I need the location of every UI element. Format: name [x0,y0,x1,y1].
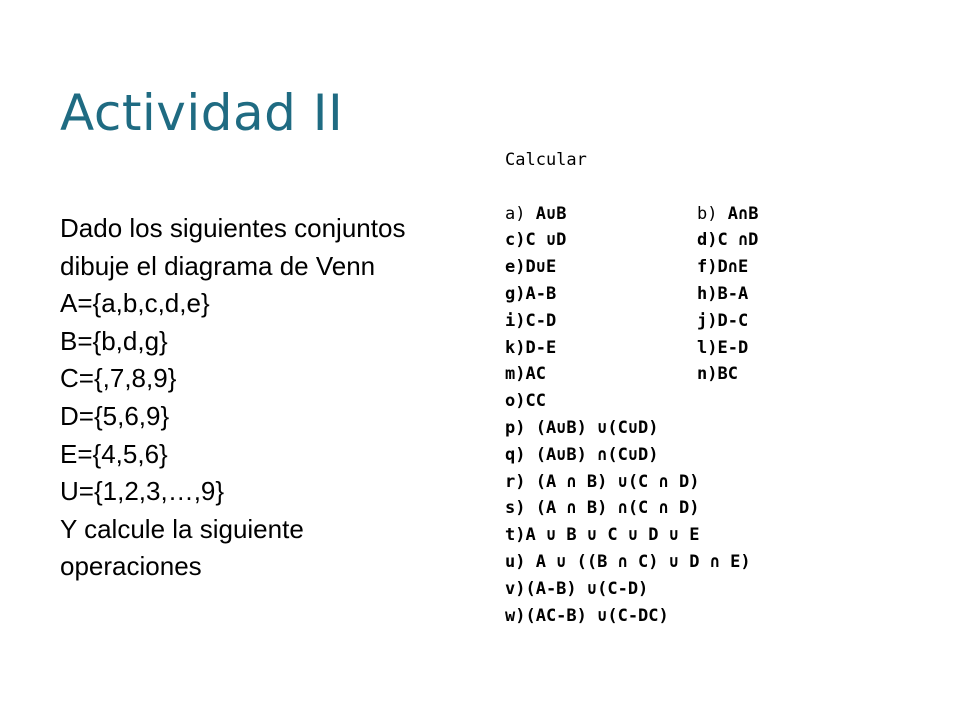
exercise-item: h)B-A [697,283,749,304]
exercise-item: i)C-D [505,310,557,331]
exercise-item [697,201,758,228]
exercise-item [505,201,697,228]
exercise-list [505,147,945,629]
statement-line: dibuje el diagrama de Venn [60,250,376,281]
exercise-row [505,227,945,254]
exercise-item: f)D∩E [697,257,749,278]
set-e-definition: E={4,5,6} [60,438,168,469]
exercise-row [505,254,945,281]
exercise-item: g)A-B [505,283,557,304]
exercise-row [505,308,945,335]
set-c-definition: C={,7,8,9} [60,363,177,394]
exercise-item: q) (A∪B) ∩(C∪D) [505,444,659,465]
problem-statement [60,210,490,586]
exercise-item: s) (A ∩ B) ∩(C ∩ D) [505,498,700,519]
set-a-definition: A={a,b,c,d,e} [60,288,210,319]
exercise-item: d)C ∩D [697,230,759,251]
exercise-item: v)(A-B) ∪(C-D) [505,578,649,599]
exercise-row [505,335,945,362]
exercise-item: t)A ∪ B ∪ C ∪ D ∪ E [505,525,700,546]
set-b-definition: B={b,d,g} [60,325,168,356]
exercise-item: m)AC [505,364,546,385]
item-expression: A∩B [727,203,759,224]
statement-line: Y calcule la siguiente [60,513,304,544]
exercise-heading: Calcular [505,150,587,170]
exercise-item: e)D∪E [505,257,557,278]
exercise-row [505,281,945,308]
exercise-item: w)(AC-B) ∪(C-DC) [505,605,669,626]
exercise-row [505,201,945,228]
statement-line: operaciones [60,551,202,582]
exercise-item: n)BC [697,364,738,385]
item-label: a) [505,203,536,224]
universe-definition: U={1,2,3,…,9} [60,476,225,507]
exercise-item: p) (A∪B) ∪(C∪D) [505,417,659,438]
set-d-definition: D={5,6,9} [60,400,170,431]
exercise-item: u) A ∪ ((B ∩ C) ∪ D ∩ E) [505,551,751,572]
exercise-item: k)D-E [505,337,557,358]
item-label: b) [697,203,728,224]
exercise-row [505,361,945,388]
exercise-item: c)C ∪D [505,230,567,251]
exercise-item: o)CC [505,391,546,412]
exercise-item: r) (A ∩ B) ∪(C ∩ D) [505,471,700,492]
exercise-item: l)E-D [697,337,749,358]
slide-title: Actividad II [60,84,344,142]
item-expression: A∪B [535,203,567,224]
statement-line: Dado los siguientes conjuntos [60,213,406,243]
exercise-item: j)D-C [697,310,749,331]
